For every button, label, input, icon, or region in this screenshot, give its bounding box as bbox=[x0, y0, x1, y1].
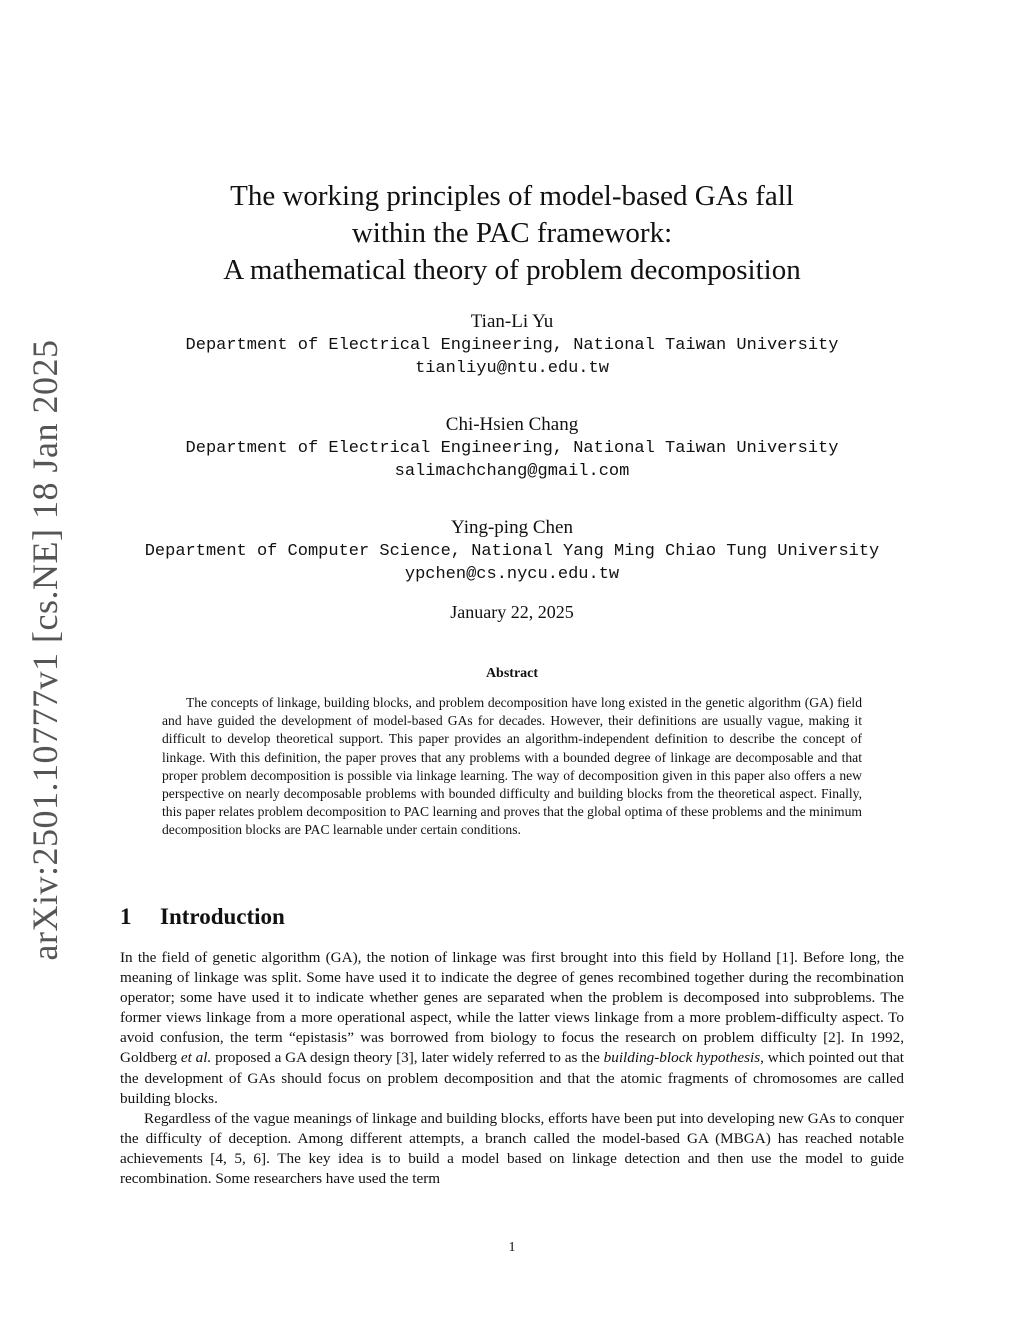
author-name: Chi-Hsien Chang bbox=[445, 414, 579, 435]
author-block-3 bbox=[0, 516, 1024, 586]
abstract-heading: Abstract bbox=[485, 666, 539, 681]
intro-paragraph-2: Regardless of the vague meanings of linkage and building blocks, efforts have been put into developing new GAs to conquer the difficulty of deception. Among different attempts, a branch called the model-based GA (MBGA) has reached notable achievements [4, 5, 6]. The key idea is to build a model based on linkage detection and then use the model to guide recombination. Some researchers have used the term bbox=[120, 1109, 904, 1188]
author-email: ypchen@cs.nycu.edu.tw bbox=[404, 565, 620, 584]
author-name: Tian-Li Yu bbox=[470, 311, 554, 332]
author-block-1 bbox=[0, 310, 1024, 380]
intro-paragraph-1 bbox=[120, 948, 904, 1109]
author-affiliation: Department of Electrical Engineering, National Taiwan University bbox=[185, 439, 839, 458]
author-name: Ying-ping Chen bbox=[451, 517, 573, 538]
author-email: salimachchang@gmail.com bbox=[394, 462, 630, 481]
author-affiliation: Department of Electrical Engineering, National Taiwan University bbox=[185, 336, 839, 355]
intro-text: In the field of genetic algorithm (GA), the notion of linkage was first brought into this field by Holland [1]. Before long, the meaning of linkage was split. Some have used it to indicate the degree of genes recombined together during the recombination operator; some have used it to indicate whether genes are separated when the problem is decomposed into subproblems. The former views linkage from a more operational aspect, while the latter views linkage from a more problem-difficulty aspect. To avoid confusion, the term “epistasis” was borrowed from biology to focus the research on problem difficulty [2]. In 1992, Goldberg bbox=[120, 949, 904, 1067]
author-block-2 bbox=[0, 413, 1024, 483]
author-email: tianliyu@ntu.edu.tw bbox=[415, 359, 609, 378]
intro-emphasis: building-block hypothesis bbox=[603, 1049, 761, 1067]
abstract-text: The concepts of linkage, building blocks, and problem decomposition have long existed in the genetic algorithm (GA) field and have guided the development of model-based GAs for decades. However, their definitions are usually vague, making it difficult to develop theoretical support. This paper provides an algorithm-independent definition to describe the concept of linkage. With this definition, the paper proves that any problems with a bounded degree of linkage are decomposable and that proper problem decomposition is possible via linkage learning. The way of decomposition given in this paper also offers a new perspective on nearly decomposable problems with bounded difficulty and building blocks from the theoretical aspect. Finally, this paper relates problem decomposition to PAC learning and proves that the global optima of these problems and the minimum decomposition blocks are PAC learnable under certain conditions. bbox=[162, 695, 862, 838]
title-line-2: within the PAC framework: bbox=[351, 217, 673, 249]
section-title: Introduction bbox=[160, 904, 285, 929]
intro-text: , which pointed out that the development of GAs should focus on problem decomposition and that the atomic fragments of chromosomes are called building blocks. bbox=[120, 1049, 904, 1107]
author-affiliation: Department of Computer Science, National Yang Ming Chiao Tung University bbox=[144, 542, 880, 561]
abstract-body bbox=[162, 694, 862, 840]
publication-date: January 22, 2025 bbox=[450, 602, 574, 622]
section-heading bbox=[120, 904, 285, 930]
intro-emphasis: et al. bbox=[180, 1049, 212, 1067]
page-number: 1 bbox=[508, 1240, 516, 1255]
intro-text: proposed a GA design theory [3], later widely referred to as the bbox=[211, 1049, 604, 1067]
arxiv-identifier: arXiv:2501.10777v1 [cs.NE] 18 Jan 2025 bbox=[25, 339, 65, 961]
paper-title bbox=[0, 178, 1024, 289]
title-line-1: The working principles of model-based GAs fall bbox=[230, 180, 794, 212]
introduction-body bbox=[120, 948, 904, 1189]
section-number: 1 bbox=[120, 904, 132, 929]
title-line-3: A mathematical theory of problem decomposition bbox=[223, 254, 801, 286]
